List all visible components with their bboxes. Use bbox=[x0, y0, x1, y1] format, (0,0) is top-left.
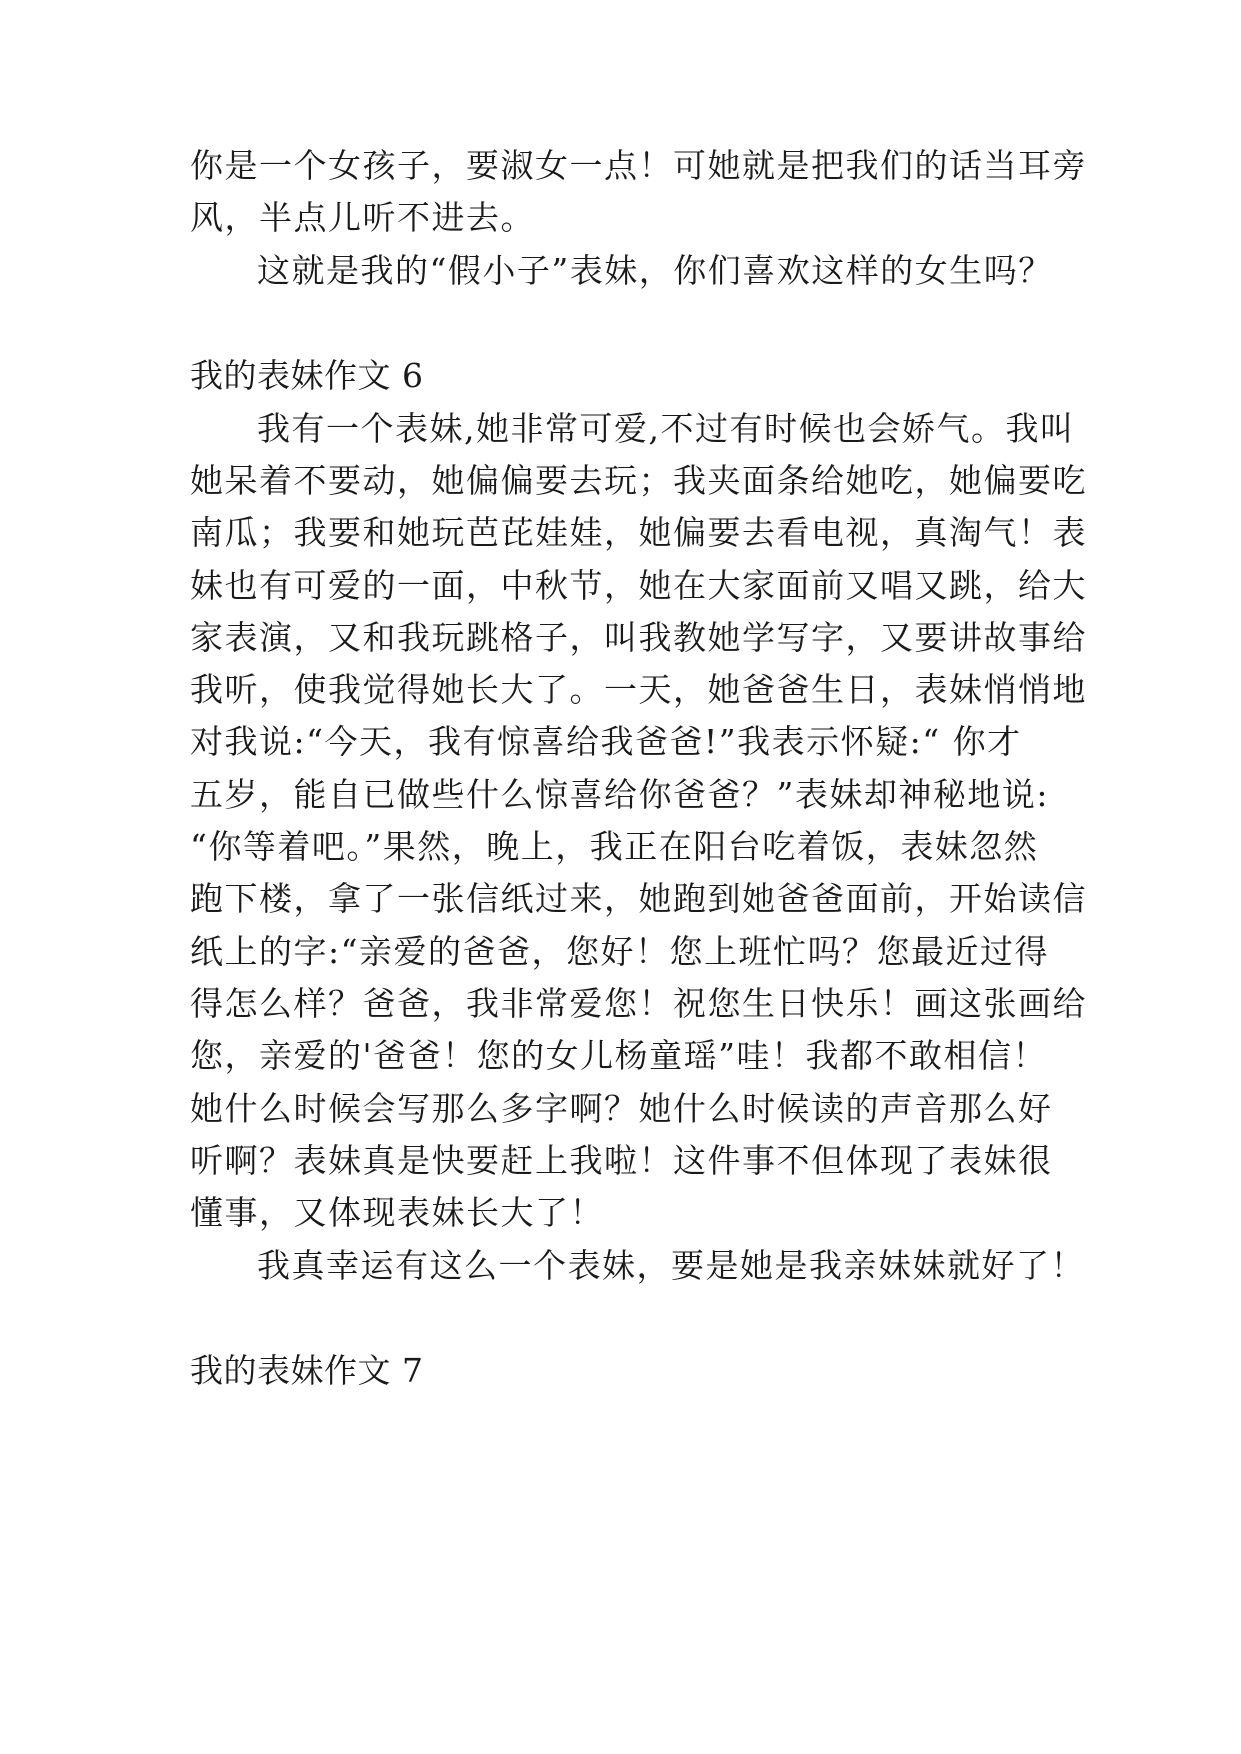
paragraph-line: 我真幸运有这么一个表妹，要是她是我亲妹妹就好了！ bbox=[257, 1246, 1085, 1285]
paragraph-line: 对我说:“今天，我有惊喜给我爸爸!”我表示怀疑:“ 你才 bbox=[190, 722, 1022, 761]
paragraph-line: 纸上的字:“亲爱的爸爸，您好！您上班忙吗？您最近过得 bbox=[190, 932, 1049, 971]
paragraph-line: 她什么时候会写那么多字啊？她什么时候读的声音那么好 bbox=[190, 1089, 1053, 1128]
paragraph-line: 听啊？表妹真是快要赶上我啦！这件事不但体现了表妹很 bbox=[190, 1141, 1053, 1180]
paragraph-line: 五岁，能自已做些什么惊喜给你爸爸？”表妹却神秘地说: bbox=[190, 775, 1049, 814]
paragraph-line: 您，亲爱的'爸爸！您的女儿杨童瑶”哇！我都不敢相信！ bbox=[190, 1036, 1047, 1075]
paragraph-line: 风，半点儿听不进去。 bbox=[190, 198, 535, 237]
paragraph-line: 跑下楼，拿了一张信纸过来，她跑到她爸爸面前，开始读信 bbox=[190, 879, 1087, 918]
paragraph-line: 这就是我的“假小子”表妹，你们喜欢这样的女生吗？ bbox=[257, 251, 1053, 290]
paragraph-line: 你是一个女孩子，要淑女一点！可她就是把我们的话当耳旁 bbox=[190, 146, 1087, 185]
section-heading: 我的表妹作文 7 bbox=[190, 1351, 424, 1390]
paragraph-line: 我听，使我觉得她长大了。一天，她爸爸生日，表妹悄悄地 bbox=[190, 670, 1087, 709]
paragraph-line: 她呆着不要动，她偏偏要去玩；我夹面条给她吃，她偏要吃 bbox=[190, 461, 1087, 500]
paragraph-line: 南瓜；我要和她玩芭芘娃娃，她偏要去看电视，真淘气！表 bbox=[190, 513, 1087, 552]
paragraph-line: “你等着吧。”果然，晚上，我正在阳台吃着饭，表妹忽然 bbox=[190, 827, 1039, 866]
paragraph-line: 懂事，又体现表妹长大了！ bbox=[190, 1193, 604, 1232]
paragraph-line: 我有一个表妹,她非常可爱,不过有时候也会娇气。我叫 bbox=[257, 409, 1075, 448]
section-heading: 我的表妹作文 6 bbox=[190, 356, 424, 395]
paragraph-line: 妹也有可爱的一面，中秋节，她在大家面前又唱又跳，给大 bbox=[190, 566, 1087, 605]
paragraph-line: 得怎么样？爸爸，我非常爱您！祝您生日快乐！画这张画给 bbox=[190, 984, 1087, 1023]
paragraph-line: 家表演，又和我玩跳格子，叫我教她学写字，又要讲故事给 bbox=[190, 618, 1087, 657]
